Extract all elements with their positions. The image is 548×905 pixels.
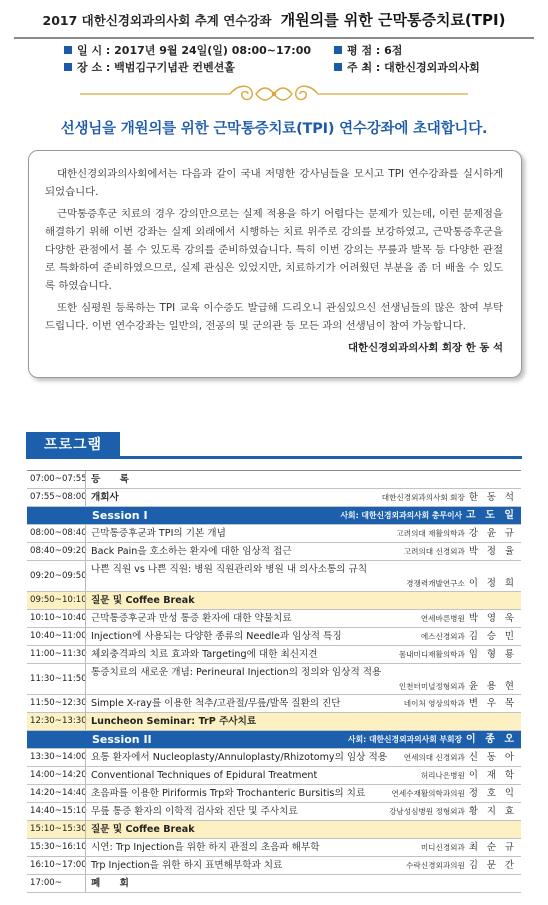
- program-divider: [26, 456, 522, 459]
- schedule-table: [27, 470, 521, 893]
- info-place: 장 소 : 백범김구기념관 컨벤션홀: [64, 59, 235, 75]
- schedule-row: 14:40~15:10 무릎 통증 환자의 이학적 검사와 진단 및 주사치료 강남성심병원 정형외과 황 지 효: [27, 803, 521, 821]
- square-bullet-icon: [64, 46, 72, 54]
- schedule-row: 08:40~09:20 Back Pain을 호소하는 환자에 대한 임상적 접근 고려의대 신경외과 박 정 율: [27, 543, 521, 561]
- title-divider: [14, 37, 534, 39]
- schedule-row: 11:30~11:50 통증치료의 새로운 개념: Perineural Injection의 정의와 임상적 적용 인천터미널정형외과 윤 용 현: [27, 664, 521, 695]
- event-header: [0, 0, 548, 36]
- schedule-row: 11:50~12:30 Simple X-ray를 이용한 척추/고관절/무릎/발목 질환의 진단 네이처 영상의학과 변 우 목: [27, 695, 521, 713]
- schedule-row: 13:30~14:00 요통 환자에서 Nucleoplasty/Annuloplasty/Rhizotomy의 임상 적용 연세의대 신경외과 신 동 아: [27, 749, 521, 767]
- info-date: 일 시 : 2017년 9월 24일(일) 08:00~17:00: [64, 42, 311, 58]
- invitation-headline: 선생님을 개원의를 위한 근막통증치료(TPI) 연수강좌에 초대합니다.: [60, 121, 488, 137]
- schedule-row: 07:00~07:55 등 록: [27, 471, 521, 489]
- letter-paragraph: 또한 심평원 등록하는 TPI 교육 이수증도 발급해 드리오니 관심있으신 선생님들의 많은 참여 부탁드립니다. 이번 연수강좌는 일반의, 전공의 및 군의관 등 모든 과의 선생님이 참여 가능합니다.: [45, 302, 503, 332]
- letter-signature: 대한신경외과의사회 회장 한 동 석: [348, 342, 503, 354]
- schedule-row: 11:00~11:30 체외충격파의 치료 효과와 Targeting에 대한 최신지견 몸내미디재활의학과 임 형 룡: [27, 646, 521, 664]
- square-bullet-icon: [334, 63, 342, 71]
- event-title: 개원의를 위한 근막통증치료(TPI): [280, 11, 506, 29]
- schedule-row: 14:00~14:20 Conventional Techniques of Epidural Treatment 허리나은병원 이 재 학: [27, 767, 521, 785]
- schedule-row: 10:10~10:40 근막통증후군과 만성 통증 환자에 대한 약물치료 연세바른병원 박 영 욱: [27, 610, 521, 628]
- square-bullet-icon: [334, 46, 342, 54]
- letter-paragraph: 근막통증후군 치료의 경우 강의만으로는 실제 적용을 하기 어렵다는 문제가 있는데, 이런 문제점을 해결하기 위해 이번 강좌는 실제 외래에서 시행하는 치료 위주로 강의를 보강하였고, 근막통증후군을 다양한 관점에서 볼 수 있도록 강의를 준비하였습니다. 특히 이번 강의는 무릎과 발목 등 다양한 관절로 특화하여 준비하였으므로, 실제 관심은 있었지만, 치료하기가 어려웠던 부분을 좀 더 배울 수 있도록 하였습니다.: [45, 208, 503, 292]
- schedule-row: 17:00~ 폐 회: [27, 875, 521, 893]
- letter-paragraph: 대한신경외과의사회에서는 다음과 같이 국내 저명한 강사님들을 모시고 TPI 연수강좌를 실시하게 되었습니다.: [45, 168, 503, 198]
- session-header-row: Session II 사회: 대한신경외과의사회 부회장 이 종 오: [27, 731, 521, 749]
- event-prefix: 2017 대한신경외과의사회 추계 연수강좌: [42, 13, 272, 28]
- session-header-row: Session I 사회: 대한신경외과의사회 총무이사 고 도 일: [27, 507, 521, 525]
- lunch-row: 12:30~13:30 Luncheon Seminar: TrP 주사치료: [27, 713, 521, 731]
- break-row: 15:10~15:30 질문 및 Coffee Break: [27, 821, 521, 839]
- schedule-row: 07:55~08:00 개회사 대한신경외과의사회 회장 한 동 석: [27, 489, 521, 507]
- schedule-row: 15:30~16:10 시연: Trp Injection을 위한 하지 관절의 초음파 해부학 미디신경외과 최 순 규: [27, 839, 521, 857]
- decorative-flourish-icon: [80, 80, 468, 108]
- invitation-letter: [28, 150, 522, 378]
- schedule-row: 08:00~08:40 근막통증후군과 TPI의 기본 개념 고려의대 재활의학과 강 윤 규: [27, 525, 521, 543]
- schedule-row: 10:40~11:00 Injection에 사용되는 다양한 종류의 Needle과 임상적 특징 에스신경외과 김 승 민: [27, 628, 521, 646]
- program-tab: 프로그램: [26, 432, 120, 458]
- square-bullet-icon: [64, 63, 72, 71]
- info-score: 평 점 : 6점: [334, 42, 402, 58]
- break-row: 09:50~10:10 질문 및 Coffee Break: [27, 592, 521, 610]
- info-host: 주 최 : 대한신경외과의사회: [334, 59, 480, 75]
- schedule-row: 14:20~14:40 초음파를 이용한 Piriformis Trp와 Trochanteric Bursitis의 치료 연세수재활의학과의원 정 호 익: [27, 785, 521, 803]
- schedule-row: 09:20~09:50 나쁜 직원 vs 나쁜 직원: 병원 직원관리와 병원 내 의사소통의 규칙 경쟁력개발연구소 이 정 희: [27, 561, 521, 592]
- schedule-row: 16:10~17:00 Trp Injection을 위한 하지 표면해부학과 치료 수락신경외과의원 김 문 간: [27, 857, 521, 875]
- event-info: [64, 42, 524, 76]
